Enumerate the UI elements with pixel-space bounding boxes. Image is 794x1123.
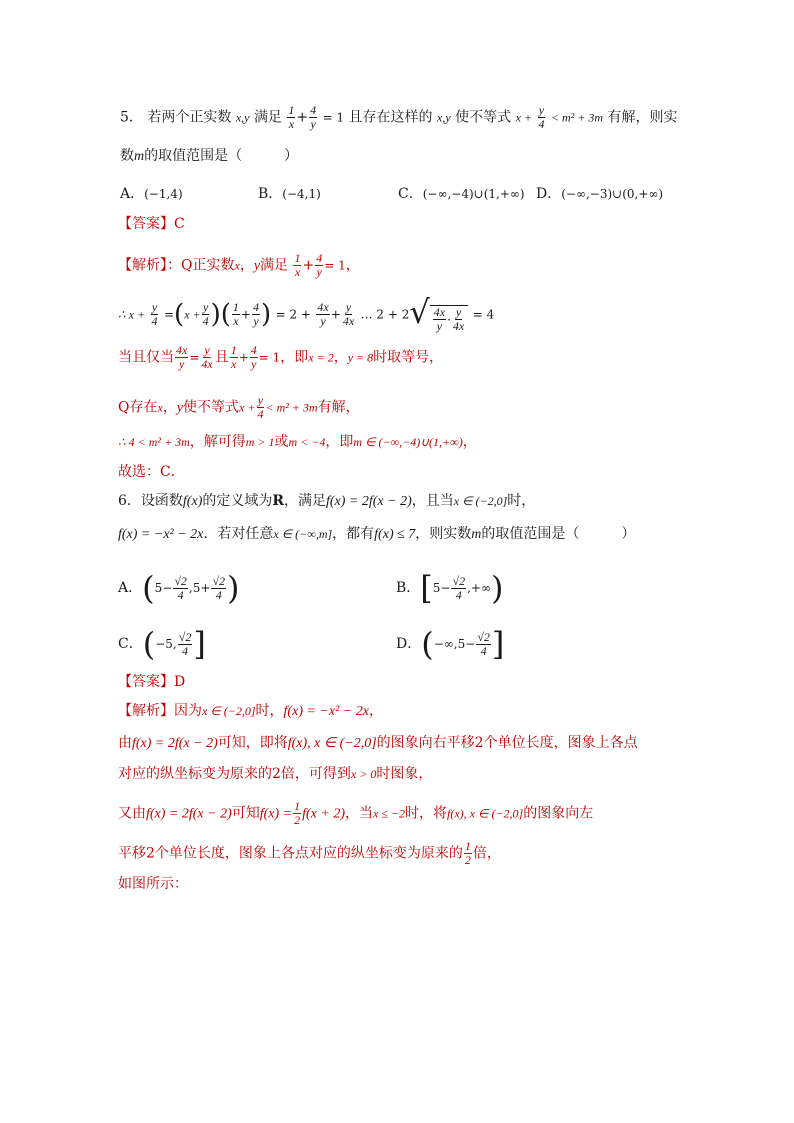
q6-d-sqrt2: 2	[483, 629, 490, 644]
q6-c-den: 4	[182, 643, 189, 658]
q6-an4-a: 又由	[118, 805, 146, 822]
q5-option-d-value: (−∞,−3)∪(0,+∞)	[561, 187, 664, 201]
q6-dom1: x ∈ (−2,0]	[453, 494, 508, 508]
q6-a-den: 4	[177, 587, 184, 602]
q5-analysis-line4: Q存在x，y使不等式x + $\frac{y}{4}$ < m² + 3m有解，	[118, 393, 360, 421]
q6-an1-b: 时，	[255, 703, 284, 719]
q5-option-b-label: B．	[258, 186, 283, 202]
q6-an4-b: 可知	[231, 805, 260, 822]
q5-stem-text-2: 且存在这样的	[348, 109, 433, 126]
q6-line2-m: m	[471, 527, 482, 542]
q6-an4-d: 时，将	[405, 805, 448, 822]
q5-cond-frac-2: $\frac{4}{y}$	[310, 103, 317, 131]
q5-number: 5．	[120, 109, 143, 126]
q6-a-sqrt2-2: 2	[219, 573, 226, 588]
q6-option-b-label: B．	[396, 580, 421, 596]
q6-analysis-line5	[118, 840, 501, 867]
q6-d-five: 5	[457, 637, 466, 651]
q6-an4-half: $\frac{1}{2}$	[294, 799, 301, 827]
q6-analysis-line2	[118, 733, 638, 754]
q6-analysis-line3	[118, 764, 432, 784]
q5-analysis-comma: ，	[239, 257, 254, 274]
q6-an5-c: 倍，	[472, 845, 501, 862]
q6-option-c[interactable]: C．(−5, $\frac{√2}{4}$ ]	[118, 625, 206, 663]
q6-an1-c: ，	[368, 703, 383, 719]
q5-answer-value: C	[174, 216, 185, 232]
q6-stem-line2	[118, 524, 635, 545]
q6-an5-b: 个单位长度，图象上各点对应的纵坐标变为原来的	[154, 845, 463, 862]
q5-ineq-rhs: < m² + 3m	[550, 110, 604, 125]
q5-l3-text-a: 当且仅当	[118, 349, 174, 366]
q5-var-m: m	[134, 149, 145, 164]
q6-fx: f(x)	[182, 494, 203, 509]
q5-l5-c: m > 1	[245, 435, 275, 449]
q5-choose	[118, 462, 185, 482]
q5-vars-xy: x,y	[235, 110, 250, 125]
q6-c-neg-five: −5	[155, 637, 173, 651]
q6-an4-eq: f(x) = 2f(x − 2)	[146, 806, 232, 822]
q6-an4-e: 的图象向左	[523, 805, 594, 822]
q6-analysis-line4	[118, 800, 593, 827]
q5-satisfy: 满足	[253, 109, 282, 126]
q6-a-five-2: 5	[192, 581, 201, 595]
q6-number: 6．	[118, 493, 141, 509]
q6-an1-dom: x ∈ (−2,0]	[202, 704, 256, 718]
q6-stem-5: 时，	[507, 493, 536, 509]
q6-line2-ineq: f(x) ≤ 7	[374, 527, 416, 542]
q6-an5-two: 2	[146, 845, 155, 862]
q5-cond-eq: = 1	[322, 110, 345, 125]
q6-an3-x: x > 0	[350, 767, 377, 781]
q6-an2-eq: f(x) = 2f(x − 2)	[132, 736, 218, 751]
q5-stem-text-3: 使不等式	[455, 109, 512, 126]
q5-l4-y: y	[176, 400, 184, 416]
q5-analysis-satisfy: 满足	[260, 257, 289, 274]
q6-an4-f2: f(x), x ∈ (−2,0]	[447, 806, 524, 821]
q5-analysis-frac-1: $\frac{1}{x}$	[294, 251, 301, 279]
q6-d-den: 4	[480, 643, 487, 658]
q6-line2-dom: x ∈ (−∞,m]	[273, 527, 333, 541]
q6-an4-x: x ≤ −2	[373, 806, 406, 821]
q6-an4-g: f(x + 2)	[302, 806, 345, 822]
q5-l2-frac-y4: $\frac{y}{4}$	[151, 300, 158, 328]
q6-an6: 如图所示：	[118, 876, 188, 892]
q6-option-d[interactable]: D．(−∞,5− $\frac{√2}{4}$ ]	[396, 625, 505, 663]
q6-R: R	[272, 493, 284, 509]
q6-b-sqrt2: 2	[459, 573, 466, 588]
q5-option-a-label: A．	[120, 186, 145, 202]
q5-l3-x: x = 2	[308, 350, 334, 365]
q5-analysis-label: 【解析】	[118, 257, 167, 274]
q6-option-c-label: C．	[118, 636, 143, 652]
q6-stem-4: ，且当	[411, 493, 454, 509]
q5-l5-h: ，	[462, 434, 477, 450]
q5-analysis-frac-2: $\frac{4}{y}$	[316, 251, 323, 279]
q6-b-den: 4	[455, 587, 462, 602]
q5-ineq-x: x +	[515, 110, 532, 125]
q6-an3-two: 2	[272, 766, 281, 782]
q5-analysis-y: y	[253, 258, 261, 274]
q6-a-five: 5	[154, 581, 163, 595]
q5-option-b[interactable]	[258, 184, 321, 204]
q5-analysis-comma2: ，	[345, 257, 360, 274]
q5-option-b-value: (−4,1)	[282, 187, 321, 201]
q6-a-sqrt2: 2	[180, 573, 187, 588]
q6-line2-c: ，则实数	[415, 526, 472, 542]
q6-an2-two: 2	[474, 735, 484, 751]
q6-line2-f: f(x) = −x² − 2x	[118, 527, 204, 542]
q5-analysis-line1: 【解析】：Q正实数x，y满足 $\frac{1}{x}$ + $\frac{4}{y}$ = 1，	[118, 251, 360, 279]
q5-l3-text-d: ，	[333, 349, 348, 366]
q5-answer-label: 【答案】	[118, 216, 174, 232]
q5-answer	[118, 214, 185, 234]
q6-an3-c: 时图象，	[376, 766, 433, 782]
q5-l5-e: m < −4	[288, 435, 326, 449]
q6-an4-c: ，当	[345, 805, 373, 822]
q6-answer-label: 【答案】	[118, 674, 174, 690]
q6-eq1: f(x) = 2f(x − 2)	[326, 494, 412, 509]
q6-analysis-line1	[118, 701, 383, 722]
q5-l2-lead: ∴ x +	[118, 307, 146, 322]
q6-an3-a: 对应的纵坐标变为原来的	[118, 766, 272, 782]
q6-option-d-label: D．	[396, 636, 422, 652]
q5-analysis-x: x	[234, 258, 240, 273]
q5-l4-comma: ，	[162, 399, 177, 416]
q6-a-den-2: 4	[215, 587, 222, 602]
q5-option-c[interactable]	[398, 184, 525, 204]
q5-stem-text-1: 若两个正实数	[147, 109, 232, 126]
q5-option-a[interactable]	[120, 184, 183, 204]
q6-an2-d: 个单位长度，图象上各点	[483, 735, 638, 751]
q5-l4-text-a: Q存在	[118, 399, 158, 416]
q6-an2-b: 可知，即将	[217, 735, 288, 751]
q6-option-b[interactable]: B．[5− $\frac{√2}{4}$ ,+∞)	[396, 569, 504, 607]
q6-analysis-label: 【解析】	[118, 703, 174, 719]
q6-option-a-label: A．	[118, 580, 143, 596]
q6-an4-f: f(x) =	[259, 806, 293, 822]
q5-choose-text: 故选：C．	[118, 464, 185, 480]
q5-cond-frac-1: $\frac{1}{x}$	[288, 103, 295, 131]
q6-analysis-line6	[118, 874, 188, 894]
q5-ineq-frac: $\frac{y}{4}$	[538, 103, 545, 131]
q5-stem-text-4: 有解，则实	[607, 109, 678, 126]
q6-an1-a: 因为	[174, 703, 202, 719]
q5-analysis-text: ：Q正实数	[167, 257, 235, 274]
q5-analysis-line5	[118, 432, 477, 452]
q5-stem-line2	[120, 146, 298, 167]
q5-l3-y: y = 8	[347, 350, 374, 365]
q6-answer	[118, 672, 185, 692]
q5-l2-mid: = 2 +	[275, 307, 311, 322]
q5-l3-text-e: 时取等号，	[373, 349, 444, 366]
q5-stem-text-5b: 的取值范围是（ ）	[144, 148, 299, 164]
q5-l5-g: m ∈ (−∞,−4)∪(1,+∞)	[353, 435, 463, 449]
q5-l4-x: x	[157, 400, 163, 415]
q5-l2-sqrt: √ $\frac{4x}{y}$ · $\frac{y}{4x}$	[409, 296, 468, 333]
q6-an2-a: 由	[118, 735, 132, 751]
q6-stem-2: 的定义域为	[202, 493, 273, 509]
q6-line2-a: ．若对任意	[203, 526, 274, 542]
q5-stem-text-5a: 数	[120, 148, 134, 164]
q5-analysis-eq: = 1	[324, 258, 346, 273]
q5-l5-d: 或	[274, 434, 289, 450]
q5-option-c-label: C．	[398, 186, 423, 202]
q5-l5-b: ，解可得	[189, 434, 246, 450]
q6-an2-f: f(x), x ∈ (−2,0]	[287, 736, 377, 751]
q6-b-inf: +∞	[470, 581, 491, 595]
q6-option-a[interactable]: A．(5− $\frac{√2}{4}$ ,5+ $\frac{√2}{4}$ )	[118, 569, 240, 607]
q5-option-c-value: (−∞,−4)∪(1,+∞)	[422, 187, 525, 201]
q5-analysis-line3: 当且仅当 $\frac{4x}{y}$ = $\frac{y}{4x}$ 且 $\frac{1}{x}$ + $\frac{4}{y}$ = 1，即x = 2，y = 8时取等号，	[118, 343, 444, 371]
q6-line2-b: ，都有	[332, 526, 375, 542]
q6-c-sqrt2: 2	[185, 629, 192, 644]
q5-l3-text-b: 且	[214, 349, 229, 366]
q6-an5-half: $\frac{1}{2}$	[464, 839, 471, 867]
q5-option-d[interactable]	[536, 184, 663, 204]
q6-stem-line1	[118, 491, 535, 512]
q6-stem-1: 设函数	[140, 493, 183, 509]
q5-l5-a: ∴ 4 < m² + 3m	[118, 435, 190, 449]
q6-an3-b: 倍，可得到	[280, 766, 351, 782]
q6-stem-3: ，满足	[284, 493, 326, 509]
q5-vars-xy-2: x,y	[437, 110, 451, 125]
q6-an5-a: 平移	[118, 845, 146, 862]
q5-option-d-label: D．	[536, 186, 562, 202]
q6-line2-d: 的取值范围是（ ）	[481, 526, 636, 542]
q5-l2-end: = 4	[472, 307, 495, 322]
q5-l5-f: ，即	[325, 434, 354, 450]
q5-stem-line1: 5． 若两个正实数 x,y 满足 $\frac{1}{x}$ + $\frac{4}{y}$ = 1 且存在这样的 x,y 使不等式 x + $\frac{y}{4}$ < m² + 3m 有解，则实	[120, 103, 678, 131]
q6-an1-f: f(x) = −x² − 2x	[283, 704, 369, 719]
q5-l2-tail: … 2 + 2	[360, 307, 410, 322]
q6-d-neg-inf: −∞	[433, 637, 454, 651]
q5-analysis-line2: ∴ x + $\frac{y}{4}$ =(x + $\frac{y}{4}$ )( $\frac{1}{x}$ + $\frac{4}{y}$ ) = 2 + $\frac{4x}{y}$ + $\frac{y}{4x}$ … 2 + 2√ $\frac{4x}{y}$ · $\frac{y}{4x}$ = 4	[118, 293, 495, 333]
q6-an2-c: 的图象向右平移	[376, 735, 475, 751]
q6-b-five: 5	[432, 581, 441, 595]
q6-answer-value: D	[174, 674, 186, 690]
q5-option-a-value: (−1,4)	[144, 187, 183, 201]
q5-l4-text-c: 使不等式	[183, 399, 240, 416]
q5-l4-text-d: 有解，	[317, 399, 360, 416]
q5-l3-text-c: ，即	[280, 349, 309, 366]
